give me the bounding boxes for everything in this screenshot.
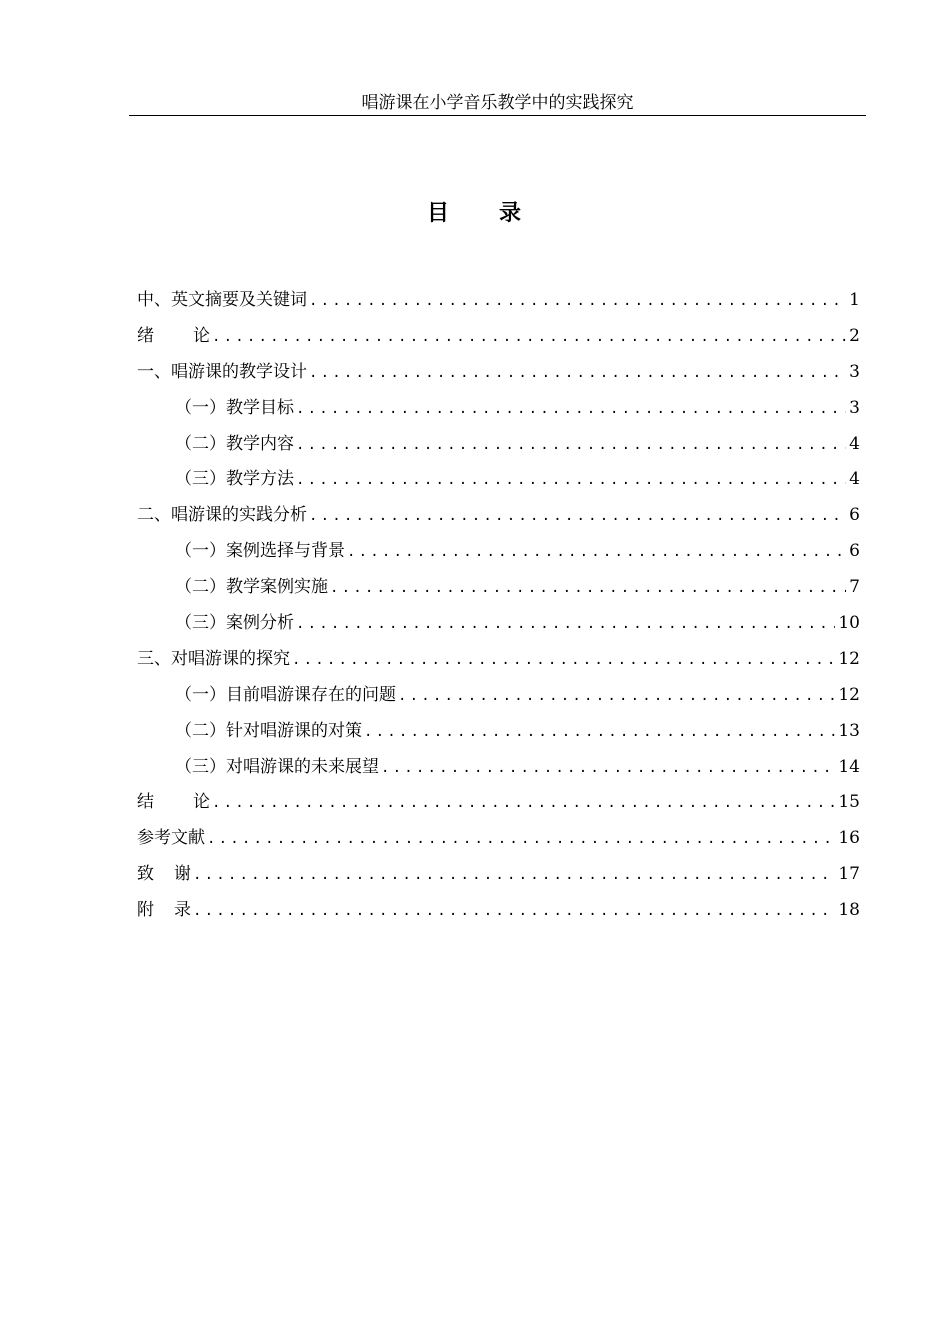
toc-dot-leader (345, 539, 846, 565)
table-of-contents (137, 287, 860, 933)
toc-entry-page: 17 (838, 864, 860, 885)
header-title: 唱游课在小学音乐教学中的实践探究 (361, 93, 634, 113)
toc-entry-label: （三）对唱游课的未来展望 (175, 756, 379, 777)
toc-entry-section-3-2[interactable] (137, 718, 860, 754)
toc-dot-leader (205, 826, 835, 852)
toc-entry-label: 三、对唱游课的探究 (137, 648, 290, 669)
toc-dot-leader (379, 755, 835, 781)
toc-entry-page: 12 (838, 684, 860, 705)
toc-dot-leader (294, 467, 846, 493)
toc-dot-leader (307, 360, 846, 386)
toc-dot-leader (307, 288, 846, 314)
toc-entry-section-3-3[interactable] (137, 754, 860, 790)
toc-title-char-1: 目 (426, 200, 451, 226)
toc-entry-label-char: 附 (137, 900, 174, 921)
toc-entry-page: 18 (838, 900, 860, 921)
toc-entry-label-char: 论 (193, 325, 210, 346)
toc-title-char-2: 录 (499, 200, 524, 226)
toc-entry-page: 6 (849, 541, 860, 562)
toc-entry-appendix[interactable] (137, 897, 860, 933)
toc-entry-chapter-1[interactable] (137, 359, 860, 395)
toc-title (0, 196, 950, 227)
toc-entry-page: 7 (849, 577, 860, 598)
toc-entry-label (137, 897, 191, 923)
toc-dot-leader (294, 396, 846, 422)
toc-entry-label-char: 致 (137, 864, 174, 885)
toc-entry-label (137, 323, 210, 349)
toc-entry-section-3-1[interactable] (137, 682, 860, 718)
toc-entry-label: （一）案例选择与背景 (175, 541, 345, 562)
toc-dot-leader (328, 575, 846, 601)
toc-dot-leader (294, 611, 835, 637)
toc-dot-leader (396, 683, 835, 709)
toc-entry-page: 3 (849, 397, 860, 418)
toc-entry-page: 16 (838, 828, 860, 849)
toc-entry-label: （一）目前唱游课存在的问题 (175, 684, 396, 705)
toc-entry-label-char: 论 (193, 792, 210, 813)
toc-entry-label (137, 861, 191, 887)
toc-entry-label-char: 录 (174, 900, 191, 921)
toc-entry-page: 3 (849, 361, 860, 382)
toc-entry-page: 6 (849, 505, 860, 526)
toc-entry-acknowledgements[interactable] (137, 861, 860, 897)
toc-entry-conclusion[interactable] (137, 789, 860, 825)
toc-entry-page: 13 (838, 720, 860, 741)
toc-entry-label: 参考文献 (137, 828, 205, 849)
toc-entry-chapter-3[interactable] (137, 646, 860, 682)
toc-entry-label: 一、唱游课的教学设计 (137, 361, 307, 382)
toc-entry-label: （二）教学案例实施 (175, 577, 328, 598)
toc-entry-section-2-3[interactable] (137, 610, 860, 646)
toc-entry-label: （二）教学内容 (175, 433, 294, 454)
toc-entry-label: 中、英文摘要及关键词 (137, 290, 307, 310)
toc-entry-page: 14 (838, 756, 860, 777)
toc-dot-leader (294, 432, 846, 458)
toc-entry-label: （二）针对唱游课的对策 (175, 720, 362, 741)
toc-entry-page: 4 (849, 433, 860, 454)
toc-entry-page: 15 (838, 792, 860, 813)
toc-entry-section-1-3[interactable] (137, 466, 860, 502)
toc-entry-label: （一）教学目标 (175, 397, 294, 418)
toc-entry-section-1-2[interactable] (137, 431, 860, 467)
page-header (129, 91, 866, 116)
toc-entry-abstract[interactable] (137, 287, 860, 323)
toc-entry-section-2-1[interactable] (137, 538, 860, 574)
toc-entry-section-2-2[interactable] (137, 574, 860, 610)
toc-dot-leader (210, 324, 846, 350)
toc-entry-introduction[interactable] (137, 323, 860, 359)
toc-dot-leader (210, 790, 835, 816)
toc-entry-page: 2 (849, 325, 860, 346)
toc-dot-leader (191, 898, 835, 924)
toc-entry-page: 12 (838, 648, 860, 669)
toc-entry-label-char: 结 (137, 792, 193, 813)
toc-entry-section-1-1[interactable] (137, 395, 860, 431)
toc-entry-label-char: 谢 (174, 864, 191, 885)
toc-entry-page: 10 (838, 613, 860, 634)
toc-entry-label: 二、唱游课的实践分析 (137, 505, 307, 526)
toc-entry-chapter-2[interactable] (137, 502, 860, 538)
toc-dot-leader (307, 503, 846, 529)
toc-entry-label (137, 789, 210, 815)
toc-entry-page: 4 (849, 469, 860, 490)
toc-entry-label-char: 绪 (137, 325, 193, 346)
toc-entry-page: 1 (849, 290, 860, 310)
toc-entry-label: （三）案例分析 (175, 613, 294, 634)
toc-entry-label: （三）教学方法 (175, 469, 294, 490)
toc-dot-leader (191, 862, 835, 888)
toc-dot-leader (290, 647, 835, 673)
toc-entry-references[interactable] (137, 825, 860, 861)
toc-dot-leader (362, 719, 835, 745)
